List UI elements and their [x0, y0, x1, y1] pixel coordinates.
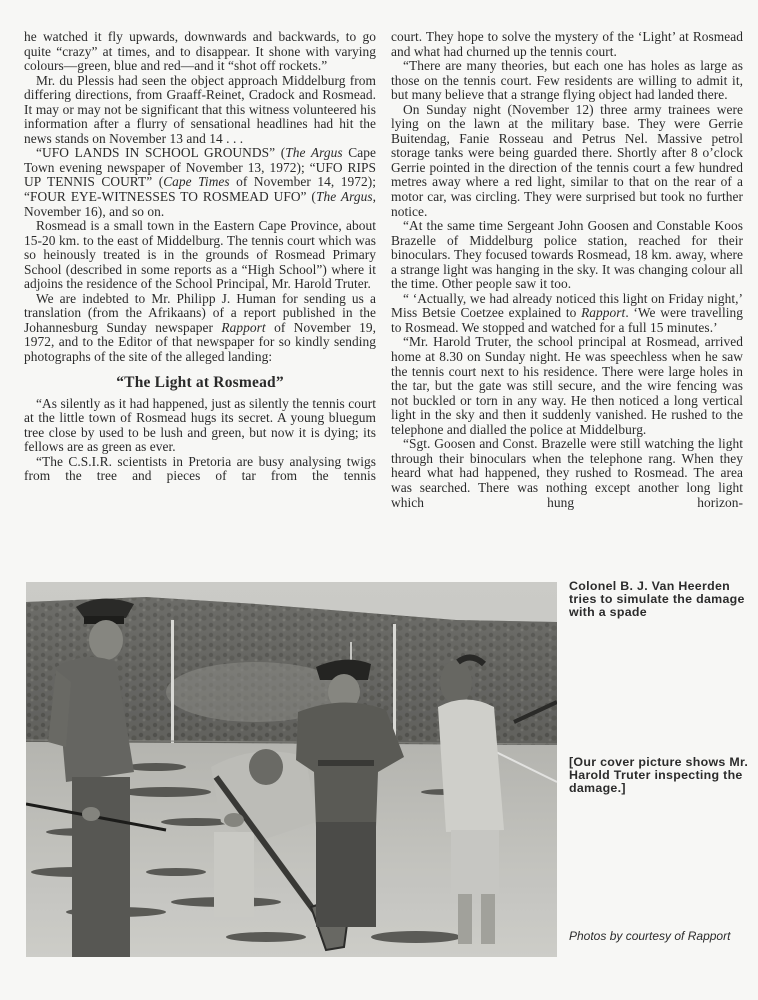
photo-credit: Photos by courtesy of Rapport	[569, 929, 731, 943]
paragraph-headlines	[24, 146, 376, 219]
publication-name: The Argus	[285, 145, 343, 161]
paragraph: he watched it fly upwards, downwards and backwards, to go quite “crazy” at times, and to disappear. It shone with varying colours—green, blue and red—and it “shot off rockets.”	[24, 29, 376, 74]
photo-caption: Colonel B. J. Van Heerden tries to simulate the damage with a spade	[569, 579, 745, 619]
paragraph: “Mr. Harold Truter, the school principal at Rosmead, arrived home at 8.30 on Sunday night. He was speechless when he saw the tennis court next to his residence. There were large holes in the tar, but the gate was still secure, and the wire fencing was not buckled or torn in any way. He then noticed a long vertical light in the sky and then it suddenly vanished. He rushed to the telephone and dialled the police at Middelburg.	[391, 334, 743, 437]
text-run: “ ‘Actually, we had already noticed this light on Friday night,’ Miss Betsie Coetzee explained to	[391, 290, 743, 321]
text-run: , November 16), and so on.	[24, 189, 377, 219]
text-run: “UFO LANDS IN SCHOOL GROUNDS” (	[36, 145, 286, 161]
left-column	[24, 30, 376, 484]
article-subheading: “The Light at Rosmead”	[116, 373, 284, 391]
publication-name: The Argus	[315, 189, 373, 205]
paragraph-acknowledgement	[24, 292, 376, 365]
text-run: . ‘We were travelling to Rosmead. We stopped and watched for a full 15 minutes.’	[391, 305, 743, 335]
publication-name: Rapport	[581, 305, 626, 321]
paragraph: Mr. du Plessis had seen the object approach Middelburg from differing directions, from Graaff-Reinet, Cradock and Rosmead. It may or may not be significant that this witness volunteered his information after a flurry of sensational headlines had hit the news stands on November 13 and 14 . . .	[24, 72, 376, 146]
paragraph: Rosmead is a small town in the Eastern Cape Province, about 15-20 km. to the east of Middelburg. The tennis court which was so heinously treated is in the grounds of Rosmead Primary School (described in some reports as a “High School”) where it adjoins the residence of the School Principal, Mr. Harold Truter.	[24, 218, 376, 292]
paragraph: “Sgt. Goosen and Const. Brazelle were still watching the light through their binoculars when the telephone rang. When they heard what had happened, they rushed to Rosmead. The area was searched. There was nothing except another long light which hung horizon-	[391, 436, 743, 510]
right-column	[391, 30, 743, 510]
paragraph: court. They hope to solve the mystery of the ‘Light’ at Rosmead and what had churned up the tennis court.	[391, 29, 743, 59]
text-run: We are indebted to Mr. Philipp J. Human for sending us a translation (from the Afrikaans) of a report published in the Johannesburg Sunday newspaper	[24, 290, 376, 335]
publication-name: Rapport	[221, 319, 266, 335]
photo-illustration	[26, 582, 557, 957]
paragraph: On Sunday night (November 12) three army trainees were lying on the lawn at the military base. They were Gerrie Buitendag, Fanie Rosseau and Petrus Nel. Massive petrol storage tanks were being guarded there. Shortly after 8 o’clock Gerrie pointed in the direction of the tennis court a few hundred metres away where a red light, similar to that on the rear of a motor car, was circling. They were surprised but took no further notice.	[391, 101, 743, 219]
publication-name: Cape Times	[163, 174, 230, 190]
text-run: of November 19, 1972, and to the Editor of that newspaper for so kindly sending photographs of the site of the alleged landing:	[24, 319, 376, 365]
text-run: of November 14, 1972); “FOUR EYE-WITNESSES TO ROSMEAD UFO” (	[24, 174, 376, 205]
paragraph-quote	[391, 292, 743, 336]
paragraph: “There are many theories, but each one has holes as large as those on the tennis court. Few residents are willing to admit it, but many believe that a strange flying object had landed there.	[391, 58, 743, 103]
cover-note: [Our cover picture shows Mr. Harold Truter inspecting the damage.]	[569, 755, 749, 795]
paragraph: “At the same time Sergeant John Goosen and Constable Koos Brazelle of Middelburg police station, reached for their binoculars. They focused towards Rosmead, 18 km. away, where a strange light was hanging in the sky. It was changing colour all the time. Other people saw it too.	[391, 218, 743, 292]
paragraph: “As silently as it had happened, just as silently the tennis court at the little town of Rosmead hugs its secret. A young bluegum tree close by used to be lush and green, but now it is dying; its fellows are as green as ever.	[24, 395, 376, 455]
news-photo	[26, 582, 557, 957]
text-run: Cape Town evening newspaper of November 13, 1972); “UFO RIPS UP TENNIS COURT” (	[24, 145, 376, 190]
paragraph: “The C.S.I.R. scientists in Pretoria are busy analysing twigs from the tree and pieces of tar from the tennis	[24, 453, 376, 484]
